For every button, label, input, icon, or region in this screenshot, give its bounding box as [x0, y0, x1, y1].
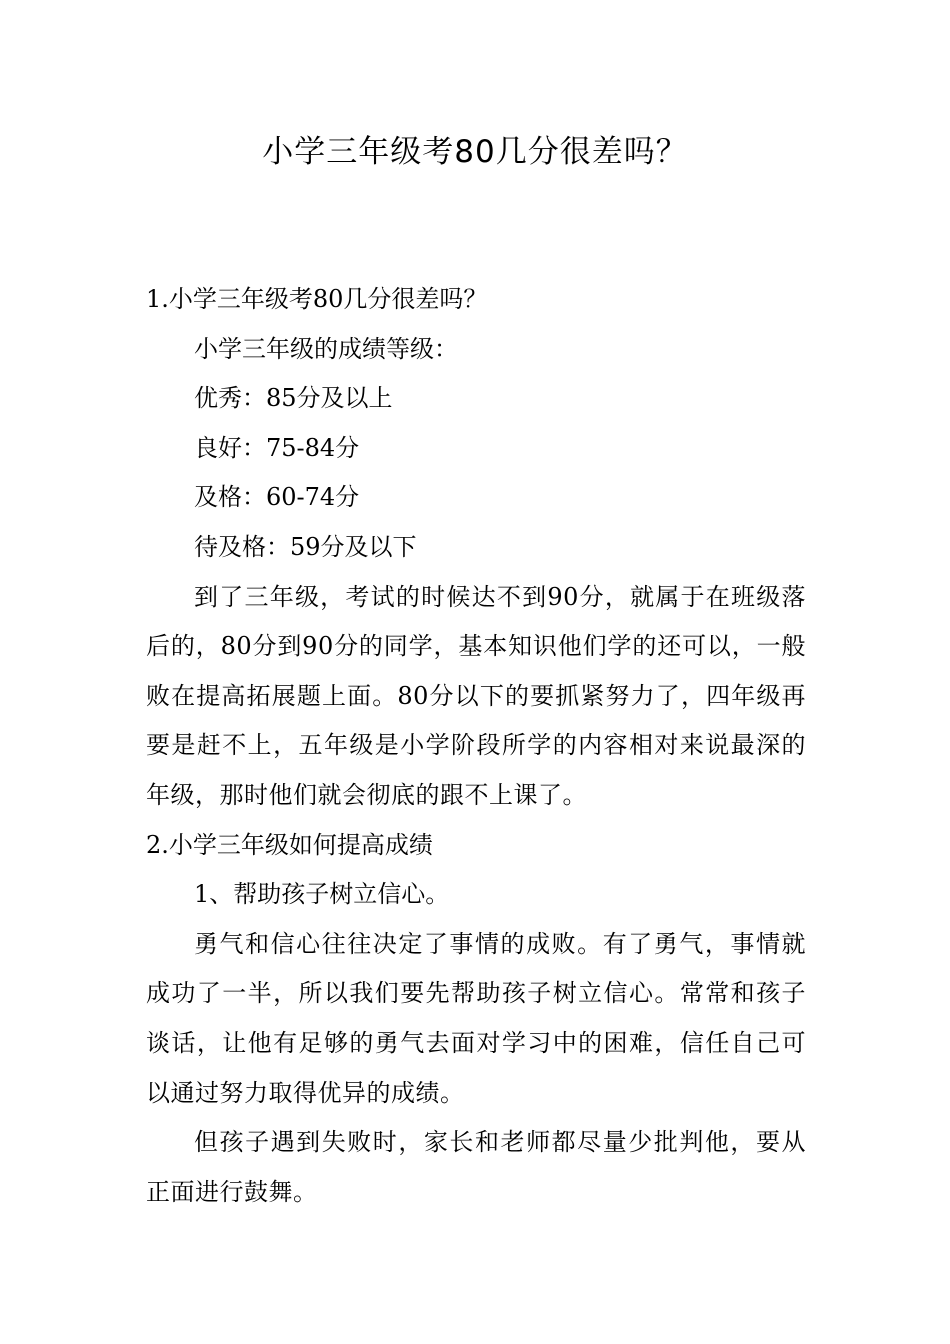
- section-heading-1: 1.小学三年级考80几分很差吗？: [146, 285, 488, 313]
- page-title: 小学三年级考80几分很差吗？: [262, 134, 688, 170]
- section-2-point-1: 1、帮助孩子树立信心。: [194, 880, 450, 909]
- grade-good: 良好：75-84分: [194, 433, 360, 462]
- document-body: [146, 275, 806, 1217]
- grade-below-pass: 待及格：59分及以下: [194, 532, 417, 561]
- grade-excellent: 优秀：85分及以上: [194, 384, 393, 413]
- section-heading-2: 2.小学三年级如何提高成绩: [146, 830, 433, 859]
- section-1-paragraph: 到了三年级，考试的时候达不到90分，就属于在班级落后的，80分到90分的同学，基本知识他们学的还可以，一般败在提高拓展题上面。80分以下的要抓紧努力了，四年级再要是赶不上，五年级是小学阶段所学的内容相对来说最深的年级，那时他们就会彻底的跟不上课了。: [146, 582, 806, 809]
- grade-pass: 及格：60-74分: [194, 483, 360, 512]
- section-2-paragraph-1: 勇气和信心往往决定了事情的成败。有了勇气，事情就成功了一半，所以我们要先帮助孩子树立信心。常常和孩子谈话，让他有足够的勇气去面对学习中的困难，信任自己可以通过努力取得优异的成绩。: [146, 929, 806, 1107]
- section-2-paragraph-2: 但孩子遇到失败时，家长和老师都尽量少批判他，要从正面进行鼓舞。: [146, 1128, 806, 1206]
- grade-intro: 小学三年级的成绩等级：: [194, 334, 458, 363]
